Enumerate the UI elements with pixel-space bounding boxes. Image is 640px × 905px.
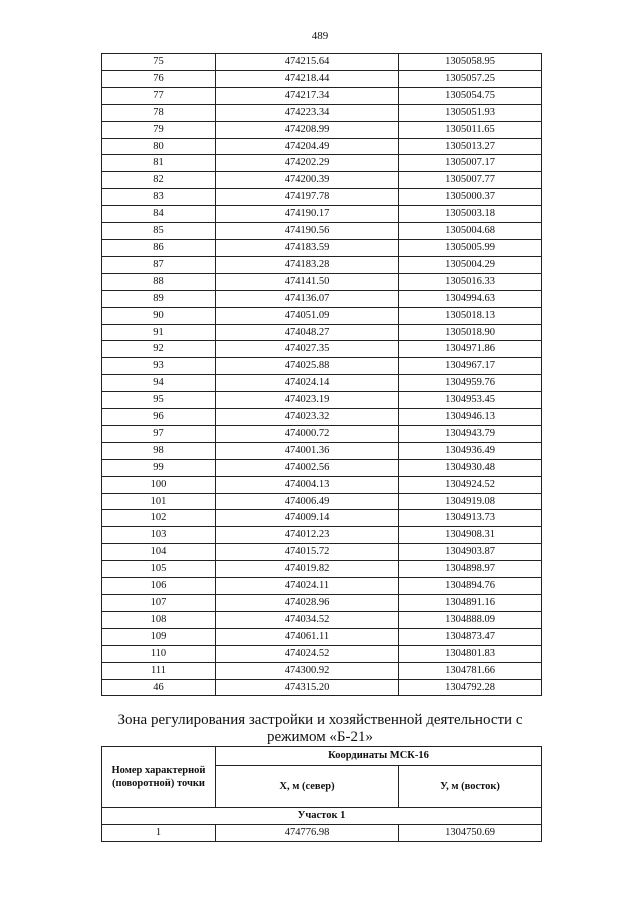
table-row [102, 223, 542, 240]
x-coordinate-cell: 474006.49 [216, 493, 399, 510]
x-coordinate-cell: 474204.49 [216, 138, 399, 155]
table-row [102, 307, 542, 324]
x-coordinate-cell: 474025.88 [216, 358, 399, 375]
y-coordinate-cell: 1304953.45 [399, 392, 542, 409]
y-coordinate-cell: 1305054.75 [399, 87, 542, 104]
point-number-cell: 104 [102, 544, 216, 561]
x-coordinate-cell: 474202.29 [216, 155, 399, 172]
y-coordinate-cell: 1304936.49 [399, 442, 542, 459]
table-row [102, 239, 542, 256]
table-row [102, 476, 542, 493]
point-number-cell: 84 [102, 206, 216, 223]
table-row [102, 628, 542, 645]
x-coordinate-cell: 474051.09 [216, 307, 399, 324]
table-row [102, 358, 542, 375]
table-row [102, 611, 542, 628]
header-x: X, м (север) [216, 766, 399, 808]
y-coordinate-cell: 1304959.76 [399, 375, 542, 392]
point-number-cell: 87 [102, 256, 216, 273]
y-coordinate-cell: 1304903.87 [399, 544, 542, 561]
point-number-cell: 81 [102, 155, 216, 172]
point-number-cell: 111 [102, 662, 216, 679]
x-coordinate-cell: 474218.44 [216, 70, 399, 87]
y-coordinate-cell: 1304888.09 [399, 611, 542, 628]
point-number-cell: 101 [102, 493, 216, 510]
table-row [102, 70, 542, 87]
y-coordinate-cell: 1304894.76 [399, 578, 542, 595]
x-coordinate-cell: 474315.20 [216, 679, 399, 696]
table-row [102, 324, 542, 341]
point-number-cell: 79 [102, 121, 216, 138]
page-number: 489 [311, 30, 329, 42]
y-coordinate-cell: 1305018.90 [399, 324, 542, 341]
point-number-cell: 75 [102, 54, 216, 71]
x-coordinate-cell: 474141.50 [216, 273, 399, 290]
point-number-cell: 80 [102, 138, 216, 155]
point-number-cell: 96 [102, 409, 216, 426]
table-row [102, 121, 542, 138]
point-number-cell: 76 [102, 70, 216, 87]
point-number-cell: 78 [102, 104, 216, 121]
table-row [102, 442, 542, 459]
y-coordinate-cell: 1305007.17 [399, 155, 542, 172]
point-number-cell: 100 [102, 476, 216, 493]
x-coordinate-cell: 474776.98 [216, 825, 399, 842]
y-coordinate-cell: 1304913.73 [399, 510, 542, 527]
y-coordinate-cell: 1304971.86 [399, 341, 542, 358]
table-row [102, 459, 542, 476]
point-number-cell: 108 [102, 611, 216, 628]
point-number-cell: 86 [102, 239, 216, 256]
table-row [102, 561, 542, 578]
x-coordinate-cell: 474136.07 [216, 290, 399, 307]
x-coordinate-cell: 474024.52 [216, 645, 399, 662]
header-coordinates: Координаты МСК-16 [216, 747, 542, 766]
header-point-number: Номер характерной (поворотной) точки [102, 747, 216, 808]
y-coordinate-cell: 1304994.63 [399, 290, 542, 307]
table-row [102, 172, 542, 189]
y-coordinate-cell: 1304943.79 [399, 425, 542, 442]
table-row [102, 104, 542, 121]
x-coordinate-cell: 474009.14 [216, 510, 399, 527]
table-row [102, 155, 542, 172]
y-coordinate-cell: 1305016.33 [399, 273, 542, 290]
table-row [102, 54, 542, 71]
point-number-cell: 46 [102, 679, 216, 696]
y-coordinate-cell: 1305011.65 [399, 121, 542, 138]
zone-table-body [102, 808, 542, 842]
zone-table [101, 746, 542, 842]
point-number-cell: 109 [102, 628, 216, 645]
x-coordinate-cell: 474300.92 [216, 662, 399, 679]
x-coordinate-cell: 474183.59 [216, 239, 399, 256]
y-coordinate-cell: 1304891.16 [399, 595, 542, 612]
x-coordinate-cell: 474001.36 [216, 442, 399, 459]
table-row [102, 544, 542, 561]
y-coordinate-cell: 1304898.97 [399, 561, 542, 578]
table-row [102, 392, 542, 409]
table-row [102, 256, 542, 273]
y-coordinate-cell: 1304750.69 [399, 825, 542, 842]
point-number-cell: 91 [102, 324, 216, 341]
table-row [102, 189, 542, 206]
point-number-cell: 99 [102, 459, 216, 476]
point-number-cell: 82 [102, 172, 216, 189]
table-row [102, 510, 542, 527]
y-coordinate-cell: 1304919.08 [399, 493, 542, 510]
point-number-cell: 93 [102, 358, 216, 375]
header-y: У, м (восток) [399, 766, 542, 808]
y-coordinate-cell: 1304792.28 [399, 679, 542, 696]
x-coordinate-cell: 474012.23 [216, 527, 399, 544]
y-coordinate-cell: 1305058.95 [399, 54, 542, 71]
point-number-cell: 77 [102, 87, 216, 104]
coordinates-table [101, 53, 542, 696]
table-row [102, 825, 542, 842]
y-coordinate-cell: 1305013.27 [399, 138, 542, 155]
x-coordinate-cell: 474200.39 [216, 172, 399, 189]
y-coordinate-cell: 1304930.48 [399, 459, 542, 476]
point-number-cell: 90 [102, 307, 216, 324]
y-coordinate-cell: 1304801.83 [399, 645, 542, 662]
table-row [102, 527, 542, 544]
x-coordinate-cell: 474061.11 [216, 628, 399, 645]
table-row [102, 290, 542, 307]
x-coordinate-cell: 474183.28 [216, 256, 399, 273]
y-coordinate-cell: 1305051.93 [399, 104, 542, 121]
x-coordinate-cell: 474023.19 [216, 392, 399, 409]
point-number-cell: 98 [102, 442, 216, 459]
table-row [102, 87, 542, 104]
x-coordinate-cell: 474215.64 [216, 54, 399, 71]
table-row [102, 409, 542, 426]
point-number-cell: 83 [102, 189, 216, 206]
point-number-cell: 110 [102, 645, 216, 662]
table-row [102, 595, 542, 612]
x-coordinate-cell: 474197.78 [216, 189, 399, 206]
table-row [102, 645, 542, 662]
x-coordinate-cell: 474190.56 [216, 223, 399, 240]
y-coordinate-cell: 1305000.37 [399, 189, 542, 206]
x-coordinate-cell: 474004.13 [216, 476, 399, 493]
point-number-cell: 92 [102, 341, 216, 358]
x-coordinate-cell: 474015.72 [216, 544, 399, 561]
point-number-cell: 89 [102, 290, 216, 307]
table-row [102, 206, 542, 223]
zone-title: Зона регулирования застройки и хозяйственной деятельности с режимом «Б-21» [117, 712, 523, 745]
y-coordinate-cell: 1305004.29 [399, 256, 542, 273]
x-coordinate-cell: 474028.96 [216, 595, 399, 612]
y-coordinate-cell: 1305057.25 [399, 70, 542, 87]
point-number-cell: 94 [102, 375, 216, 392]
x-coordinate-cell: 474023.32 [216, 409, 399, 426]
table-row [102, 679, 542, 696]
y-coordinate-cell: 1305004.68 [399, 223, 542, 240]
y-coordinate-cell: 1305018.13 [399, 307, 542, 324]
y-coordinate-cell: 1304946.13 [399, 409, 542, 426]
point-number-cell: 103 [102, 527, 216, 544]
table-row [102, 341, 542, 358]
table-row [102, 375, 542, 392]
x-coordinate-cell: 474027.35 [216, 341, 399, 358]
x-coordinate-cell: 474217.34 [216, 87, 399, 104]
point-number-cell: 107 [102, 595, 216, 612]
y-coordinate-cell: 1305007.77 [399, 172, 542, 189]
section-label: Участок 1 [102, 808, 542, 825]
table-row [102, 578, 542, 595]
point-number-cell: 106 [102, 578, 216, 595]
y-coordinate-cell: 1305003.18 [399, 206, 542, 223]
y-coordinate-cell: 1304967.17 [399, 358, 542, 375]
x-coordinate-cell: 474048.27 [216, 324, 399, 341]
table-row [102, 662, 542, 679]
y-coordinate-cell: 1304908.31 [399, 527, 542, 544]
x-coordinate-cell: 474000.72 [216, 425, 399, 442]
point-number-cell: 95 [102, 392, 216, 409]
point-number-cell: 105 [102, 561, 216, 578]
table-row [102, 493, 542, 510]
section-row [102, 808, 542, 825]
point-number-cell: 97 [102, 425, 216, 442]
table-row [102, 273, 542, 290]
y-coordinate-cell: 1304781.66 [399, 662, 542, 679]
point-number-cell: 1 [102, 825, 216, 842]
point-number-cell: 85 [102, 223, 216, 240]
y-coordinate-cell: 1304873.47 [399, 628, 542, 645]
x-coordinate-cell: 474223.34 [216, 104, 399, 121]
x-coordinate-cell: 474019.82 [216, 561, 399, 578]
x-coordinate-cell: 474034.52 [216, 611, 399, 628]
table-row [102, 425, 542, 442]
x-coordinate-cell: 474024.14 [216, 375, 399, 392]
x-coordinate-cell: 474002.56 [216, 459, 399, 476]
coordinates-table-body [102, 54, 542, 696]
table-row [102, 138, 542, 155]
point-number-cell: 88 [102, 273, 216, 290]
x-coordinate-cell: 474024.11 [216, 578, 399, 595]
y-coordinate-cell: 1305005.99 [399, 239, 542, 256]
point-number-cell: 102 [102, 510, 216, 527]
x-coordinate-cell: 474190.17 [216, 206, 399, 223]
x-coordinate-cell: 474208.99 [216, 121, 399, 138]
y-coordinate-cell: 1304924.52 [399, 476, 542, 493]
